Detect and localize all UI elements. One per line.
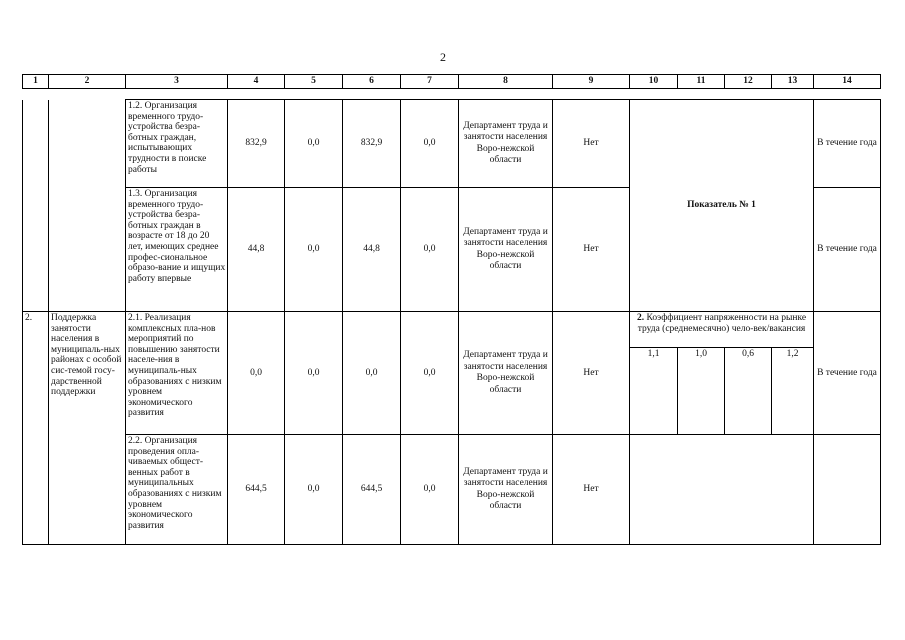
col-header-3: 3 bbox=[126, 75, 228, 89]
col-header-1: 1 bbox=[23, 75, 49, 89]
table-row bbox=[23, 100, 881, 188]
section-number: 2. bbox=[23, 312, 49, 545]
indicator-2-value: 0,6 bbox=[725, 348, 772, 435]
value-col7: 0,0 bbox=[401, 100, 459, 188]
col-header-4: 4 bbox=[228, 75, 285, 89]
value-col7: 0,0 bbox=[401, 435, 459, 545]
col-header-14: 14 bbox=[814, 75, 881, 89]
page-number: 2 bbox=[440, 50, 446, 64]
indicator-1: Показатель № 1 bbox=[630, 100, 814, 312]
cell-section-empty bbox=[49, 188, 126, 312]
department: Департамент труда и занятости населения Воро-нежской области bbox=[459, 312, 553, 435]
section-title: Поддержка занятости населения в муниципаль-ных районах с особой сис-темой госу-дарственной поддержки bbox=[49, 312, 126, 545]
table-row bbox=[23, 312, 881, 348]
activity-1-2: 1.2. Организация временного трудо-устройства безра-ботных граждан, испытывающих трудности в поиске работы bbox=[126, 100, 228, 188]
activity-2-2: 2.2. Организация проведения опла-чиваемых общест-венных работ в муниципальных образованиях с низким уровнем экономического развития bbox=[126, 435, 228, 545]
value-col4: 644,5 bbox=[228, 435, 285, 545]
col-header-10: 10 bbox=[630, 75, 678, 89]
value-col4: 0,0 bbox=[228, 312, 285, 435]
cell-num-empty bbox=[23, 100, 49, 188]
indicator-2-value: 1,0 bbox=[678, 348, 725, 435]
value-col5: 0,0 bbox=[285, 100, 343, 188]
indicator-2-title bbox=[630, 312, 814, 348]
value-col7: 0,0 bbox=[401, 188, 459, 312]
department: Департамент труда и занятости населения Воро-нежской области bbox=[459, 435, 553, 545]
activity-2-1: 2.1. Реализация комплексных пла-нов мероприятий по повышению занятости населе-ния в муниципаль-ных образованиях с низким уровнем экономического развития bbox=[126, 312, 228, 435]
period: В течение года bbox=[814, 188, 881, 312]
period: В течение года bbox=[814, 312, 881, 435]
period-empty bbox=[814, 435, 881, 545]
indicator-2-value: 1,2 bbox=[772, 348, 814, 435]
value-col4: 44,8 bbox=[228, 188, 285, 312]
col-header-5: 5 bbox=[285, 75, 343, 89]
department: Департамент труда и занятости населения Воро-нежской области bbox=[459, 188, 553, 312]
activity-1-3: 1.3. Организация временного трудо-устройства безра-ботных граждан в возрасте от 18 до 20 лет, имеющих среднее профес-сиональное образо-вание и ищущих работу впервые bbox=[126, 188, 228, 312]
value-col5: 0,0 bbox=[285, 435, 343, 545]
value-col9: Нет bbox=[553, 435, 630, 545]
cell-section-empty bbox=[49, 100, 126, 188]
value-col5: 0,0 bbox=[285, 188, 343, 312]
indicator-2-value: 1,1 bbox=[630, 348, 678, 435]
value-col9: Нет bbox=[553, 188, 630, 312]
col-header-9: 9 bbox=[553, 75, 630, 89]
department: Департамент труда и занятости населения Воро-нежской области bbox=[459, 100, 553, 188]
period: В течение года bbox=[814, 100, 881, 188]
value-col6: 644,5 bbox=[343, 435, 401, 545]
indicator-empty bbox=[630, 435, 814, 545]
col-header-11: 11 bbox=[678, 75, 725, 89]
value-col6: 0,0 bbox=[343, 312, 401, 435]
indicator-2-number: 2. bbox=[636, 313, 645, 323]
value-col4: 832,9 bbox=[228, 100, 285, 188]
value-col9: Нет bbox=[553, 100, 630, 188]
program-table bbox=[22, 99, 881, 545]
value-col7: 0,0 bbox=[401, 312, 459, 435]
col-header-2: 2 bbox=[49, 75, 126, 89]
value-col6: 44,8 bbox=[343, 188, 401, 312]
table-row bbox=[23, 435, 881, 545]
value-col5: 0,0 bbox=[285, 312, 343, 435]
col-header-12: 12 bbox=[725, 75, 772, 89]
col-header-8: 8 bbox=[459, 75, 553, 89]
value-col9: Нет bbox=[553, 312, 630, 435]
value-col6: 832,9 bbox=[343, 100, 401, 188]
indicator-2-text: Коэффициент напряженности на рынке труда (среднемесячно) чело-век/вакансия bbox=[637, 313, 807, 334]
col-header-7: 7 bbox=[401, 75, 459, 89]
col-header-6: 6 bbox=[343, 75, 401, 89]
col-header-13: 13 bbox=[772, 75, 814, 89]
cell-num-empty bbox=[23, 188, 49, 312]
column-number-header bbox=[22, 74, 881, 89]
